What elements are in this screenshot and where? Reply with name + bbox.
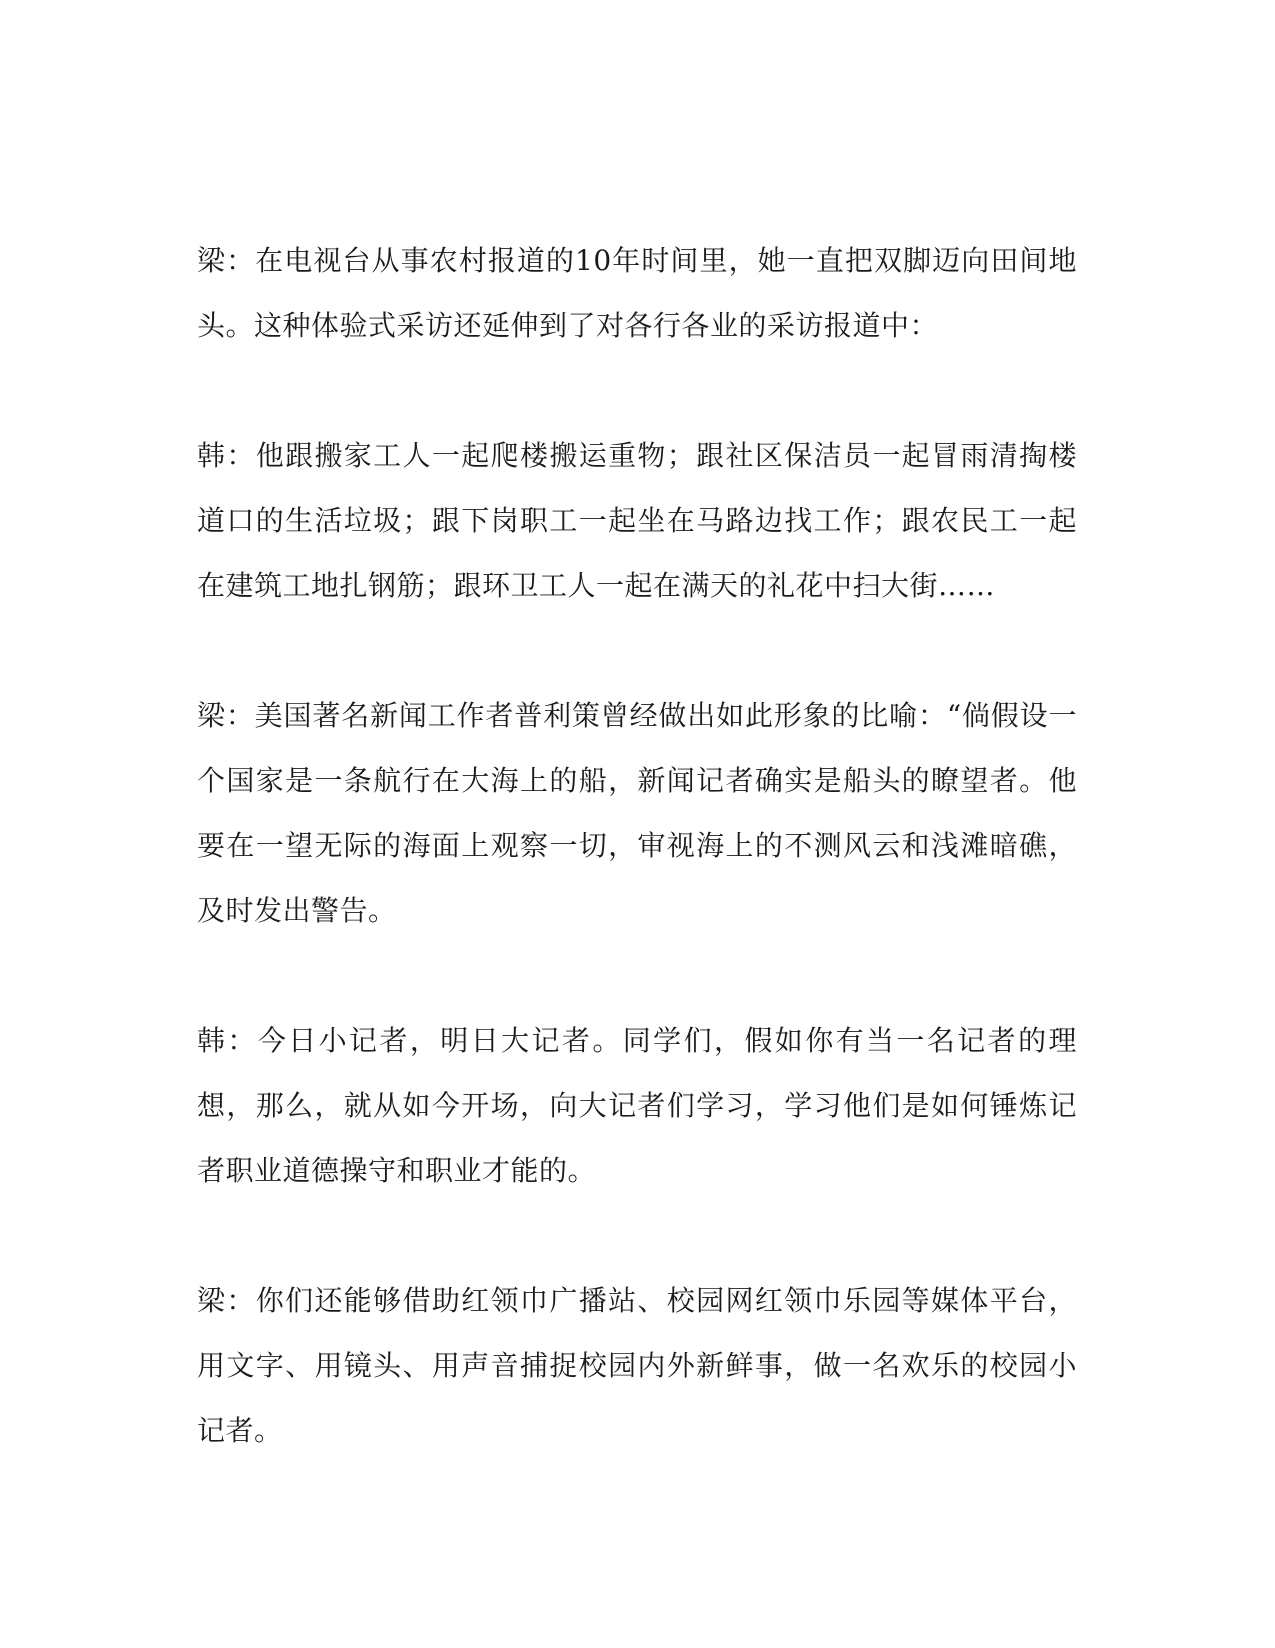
paragraph-3: 梁：美国著名新闻工作者普利策曾经做出如此形象的比喻：“倘假设一个国家是一条航行在大海上的船，新闻记者确实是船头的瞭望者。他要在一望无际的海面上观察一切，审视海上的不测风云和浅滩暗礁，及时发出警告。 <box>197 699 1077 927</box>
paragraph-4: 韩：今日小记者，明日大记者。同学们，假如你有当一名记者的理想，那么，就从如今开场，向大记者们学习，学习他们是如何锤炼记者职业道德操守和职业才能的。 <box>197 1024 1077 1187</box>
document-body <box>197 228 1077 1463</box>
paragraph-1: 梁：在电视台从事农村报道的10年时间里，她一直把双脚迈向田间地头。这种体验式采访还延伸到了对各行各业的采访报道中： <box>197 244 1077 342</box>
paragraph-5: 梁：你们还能够借助红领巾广播站、校园网红领巾乐园等媒体平台，用文字、用镜头、用声音捕捉校园内外新鲜事，做一名欢乐的校园小记者。 <box>197 1284 1077 1447</box>
paragraph-2: 韩：他跟搬家工人一起爬楼搬运重物；跟社区保洁员一起冒雨清掏楼道口的生活垃圾；跟下岗职工一起坐在马路边找工作；跟农民工一起在建筑工地扎钢筋；跟环卫工人一起在满天的礼花中扫大街…… <box>197 439 1077 602</box>
